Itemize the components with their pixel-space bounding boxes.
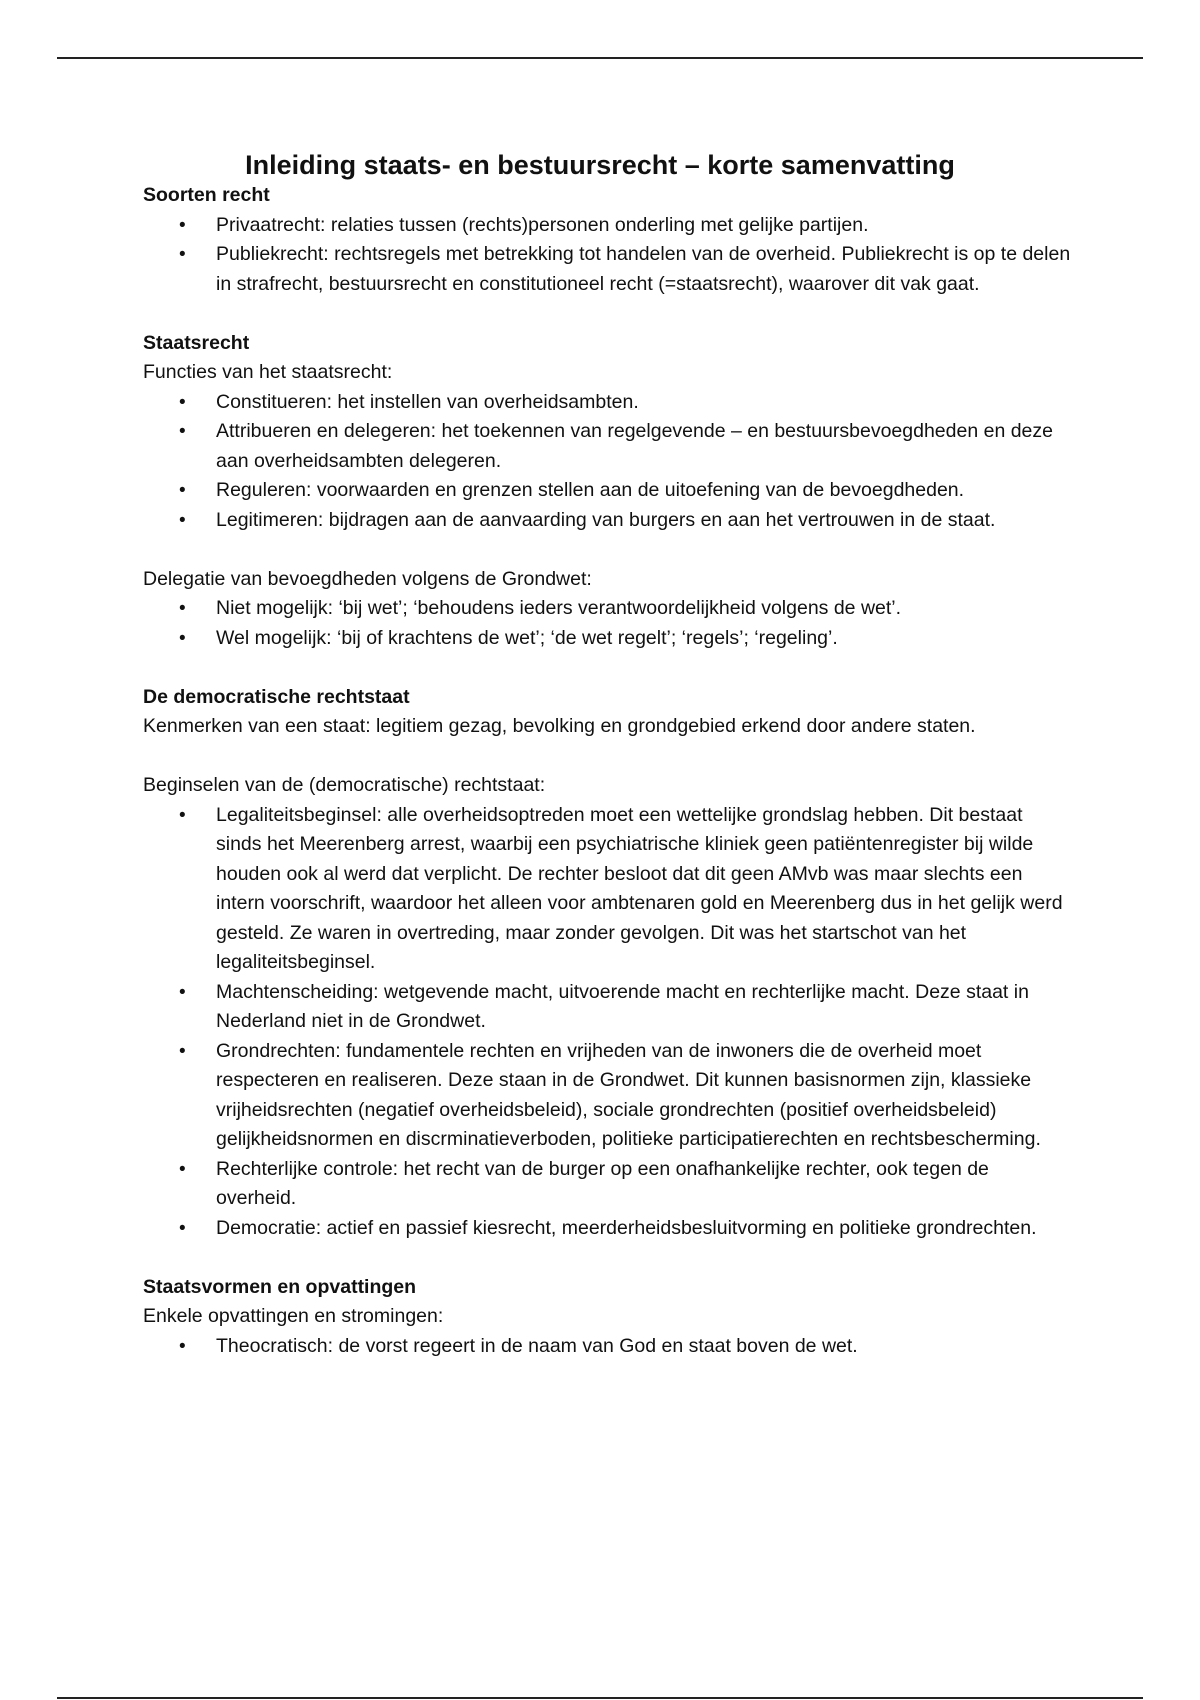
- list-item: • Publiekrecht: rechtsregels met betrekking tot handelen van de overheid. Publiekrecht is op te delen in strafrecht, bestuursrecht en constitutioneel recht (=staatsrecht), waarover dit vak gaat.: [143, 240, 1073, 299]
- list-item: • Rechterlijke controle: het recht van de burger op een onafhankelijke rechter, ook tegen de overheid.: [143, 1155, 1073, 1214]
- section-heading-soorten-recht: Soorten recht: [143, 184, 270, 206]
- list-item: • Theocratisch: de vorst regeert in de naam van God en staat boven de wet.: [143, 1332, 1073, 1362]
- section-heading-rechtsstaat: De democratische rechtstaat: [143, 685, 410, 708]
- list-item: • Machtenscheiding: wetgevende macht, uitvoerende macht en rechterlijke macht. Deze staat in Nederland niet in de Grondwet.: [143, 978, 1073, 1037]
- list-item: • Wel mogelijk: ‘bij of krachtens de wet’; ‘de wet regelt’; ‘regels’; ‘regeling’.: [143, 624, 1073, 654]
- list-item: • Grondrechten: fundamentele rechten en vrijheden van de inwoners die de overheid moet respecteren en realiseren. Deze staan in de Grondwet. Dit kunnen basisnormen zijn, klassieke vrijheidsrechten (negatief overheidsbeleid), sociale grondrechten (positief overheidsbeleid) gelijkheidsnormen en discrminatieverboden, politieke participatierechten en rechtsbescherming.: [143, 1037, 1073, 1155]
- paragraph-kenmerken: Kenmerken van een staat: legitiem gezag, bevolking en grondgebied erkend door andere staten.: [143, 715, 976, 737]
- bottom-rule: [57, 1697, 1143, 1699]
- bullet-list-functies: [143, 388, 1073, 536]
- list-item: • Democratie: actief en passief kiesrecht, meerderheidsbesluitvorming en politieke grondrechten.: [143, 1214, 1073, 1244]
- paragraph-gap: [143, 1243, 1073, 1273]
- paragraph-opvattingen: Enkele opvattingen en stromingen:: [143, 1305, 444, 1327]
- list-item: • Legaliteitsbeginsel: alle overheidsoptreden moet een wettelijke grondslag hebben. Dit bestaat sinds het Meerenberg arrest, waarbij een psychiatrische kliniek geen patiëntenregister bij wilde houden ook al werd dat verplicht. De rechter besloot dat dit geen AMvb was maar slechts een intern voorschrift, waardoor het alleen voor ambtenaren gold en Meerenberg dus in het gelijk werd gesteld. Ze waren in overtreding, maar zonder gevolgen. Dit was het startschot van het legaliteitsbeginsel.: [143, 801, 1073, 978]
- bullet-list-soorten-recht: [143, 211, 1073, 300]
- document-body: [143, 181, 1073, 1361]
- bullet-list-beginselen: [143, 801, 1073, 1244]
- list-item: • Reguleren: voorwaarden en grenzen stellen aan de uitoefening van de bevoegdheden.: [143, 476, 1073, 506]
- list-item: • Constitueren: het instellen van overheidsambten.: [143, 388, 1073, 418]
- bullet-list-staatsvormen: [143, 1332, 1073, 1362]
- paragraph-gap: [143, 299, 1073, 329]
- list-item: • Attribueren en delegeren: het toekennen van regelgevende – en bestuursbevoegdheden en deze aan overheidsambten delegeren.: [143, 417, 1073, 476]
- list-item: • Niet mogelijk: ‘bij wet’; ‘behoudens ieders verantwoordelijkheid volgens de wet’.: [143, 594, 1073, 624]
- page-title: Inleiding staats- en bestuursrecht – korte samenvatting: [245, 150, 955, 180]
- section-heading-staatsrecht: Staatsrecht: [143, 331, 250, 354]
- paragraph-delegatie: Delegatie van bevoegdheden volgens de Grondwet:: [143, 567, 592, 590]
- paragraph-gap: [143, 535, 1073, 565]
- list-item: • Privaatrecht: relaties tussen (rechts)personen onderling met gelijke partijen.: [143, 211, 1073, 241]
- paragraph-gap: [143, 742, 1073, 772]
- paragraph-gap: [143, 653, 1073, 683]
- list-item: • Legitimeren: bijdragen aan de aanvaarding van burgers en aan het vertrouwen in de staat.: [143, 506, 1073, 536]
- bullet-list-delegatie: [143, 594, 1073, 653]
- section-heading-staatsvormen: Staatsvormen en opvattingen: [143, 1275, 417, 1298]
- top-rule: [57, 57, 1143, 59]
- paragraph-beginselen: Beginselen van de (democratische) rechtstaat:: [143, 774, 546, 796]
- paragraph-functies: Functies van het staatsrecht:: [143, 361, 393, 383]
